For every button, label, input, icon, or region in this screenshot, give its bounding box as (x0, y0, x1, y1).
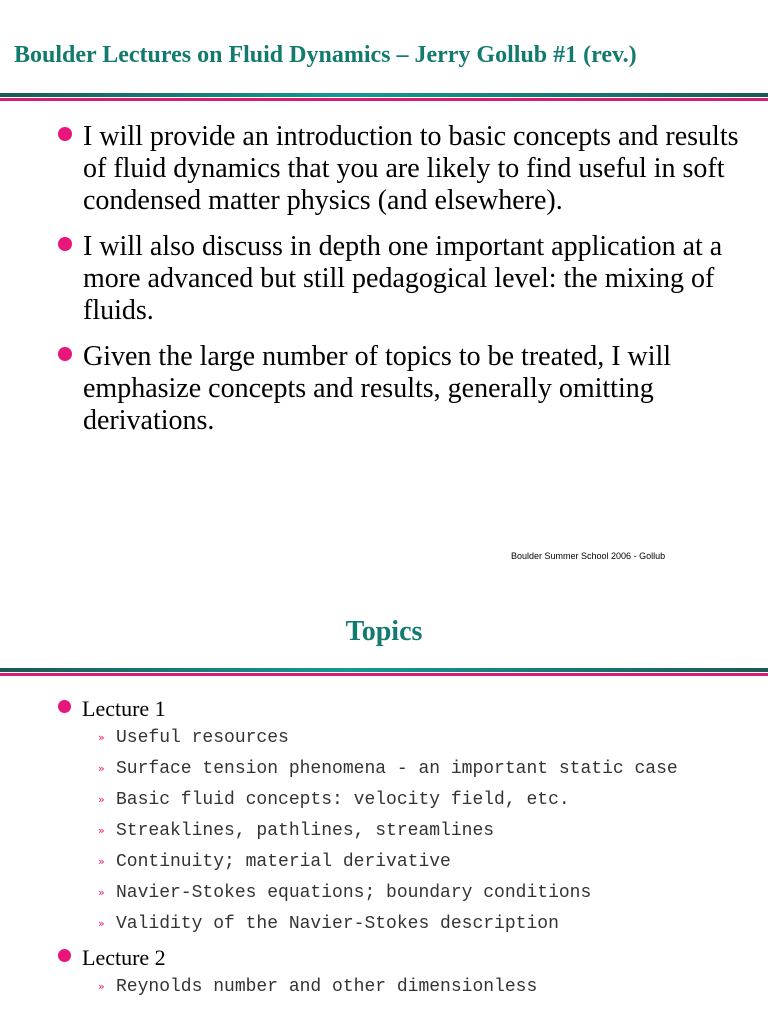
topic-text: Reynolds number and other dimensionless (116, 977, 538, 997)
topic-item (96, 821, 736, 841)
chevron-right-icon: » (98, 855, 105, 868)
title-divider (0, 93, 768, 102)
chevron-right-icon: » (98, 886, 105, 899)
topic-item (96, 914, 736, 934)
topic-item (96, 728, 736, 748)
bullet-item (58, 341, 748, 437)
bullet-item (58, 121, 748, 217)
lecture-item (58, 945, 748, 997)
topic-text: Useful resources (116, 728, 289, 748)
lecture-label: Lecture 1 (82, 696, 166, 721)
topic-text: Validity of the Navier-Stokes description (116, 914, 559, 934)
lecture-list (58, 696, 748, 1008)
bullet-list (58, 121, 748, 451)
divider-pink-line (0, 673, 768, 676)
bullet-item (58, 231, 748, 327)
bullet-dot-icon (58, 127, 72, 141)
divider-teal-line (0, 668, 768, 672)
bullet-dot-icon (58, 347, 72, 361)
bullet-text: Given the large number of topics to be treated, I will emphasize concepts and results, generally omitting derivations. (83, 341, 672, 436)
bullet-dot-icon (58, 700, 71, 713)
topic-text: Continuity; material derivative (116, 852, 451, 872)
chevron-right-icon: » (98, 824, 105, 837)
slide-topics (0, 590, 768, 1024)
chevron-right-icon: » (98, 793, 105, 806)
topic-text: Surface tension phenomena - an important static case (116, 759, 678, 779)
chevron-right-icon: » (98, 762, 105, 775)
title-divider (0, 668, 768, 677)
bullet-text: I will provide an introduction to basic concepts and results of fluid dynamics that you are likely to find useful in soft condensed matter physics (and elsewhere). (83, 121, 739, 216)
slide-title: Boulder Lectures on Fluid Dynamics – Jerry Gollub #1 (rev.) (14, 42, 637, 68)
divider-teal-line (0, 93, 768, 97)
topic-text: Streaklines, pathlines, streamlines (116, 821, 495, 841)
chevron-right-icon: » (98, 917, 105, 930)
topic-item (96, 759, 736, 779)
slide-footer: Boulder Summer School 2006 - Gollub (511, 551, 666, 561)
divider-pink-line (0, 98, 768, 101)
topic-item (96, 790, 736, 810)
bullet-dot-icon (58, 949, 71, 962)
topic-text: Basic fluid concepts: velocity field, etc. (116, 790, 570, 810)
chevron-right-icon: » (98, 980, 105, 993)
lecture-item (58, 696, 748, 934)
slide-title: Topics (345, 616, 423, 647)
topic-text: Navier-Stokes equations; boundary conditions (116, 883, 592, 903)
topic-item (96, 977, 736, 997)
topic-item (96, 883, 736, 903)
chevron-right-icon: » (98, 731, 105, 744)
bullet-dot-icon (58, 237, 72, 251)
topic-list (82, 977, 748, 997)
bullet-text: I will also discuss in depth one important application at a more advanced but still pedagogical level: the mixing of fluids. (83, 231, 723, 326)
topic-item (96, 852, 736, 872)
lecture-label: Lecture 2 (82, 945, 166, 970)
topic-list (82, 728, 748, 934)
